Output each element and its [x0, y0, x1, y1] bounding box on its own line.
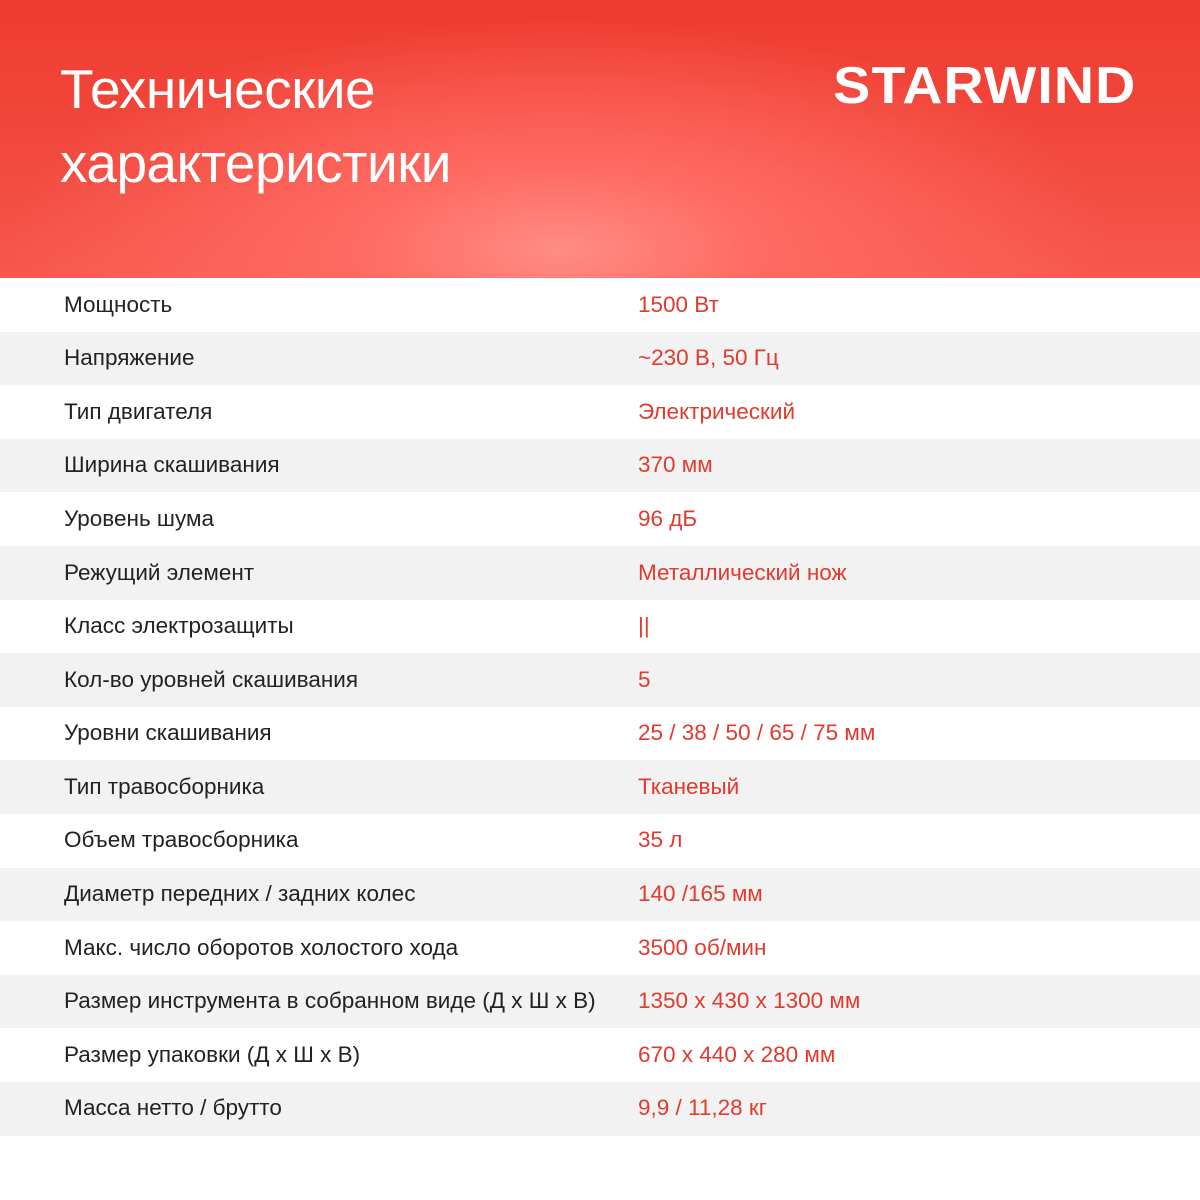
spec-value: 1350 х 430 х 1300 мм [638, 988, 861, 1014]
spec-row [0, 1082, 1200, 1136]
spec-label: Тип травосборника [64, 773, 265, 799]
spec-label: Уровни скашивания [64, 720, 272, 746]
spec-row [0, 653, 1200, 707]
spec-value: Электрический [638, 398, 796, 424]
spec-value: || [638, 613, 650, 639]
spec-row [0, 975, 1200, 1029]
page-title [60, 52, 700, 200]
spec-label: Размер упаковки (Д х Ш х В) [64, 1041, 361, 1067]
spec-row [0, 868, 1200, 922]
spec-label: Кол-во уровней скашивания [64, 666, 359, 692]
spec-value: 670 х 440 х 280 мм [638, 1041, 836, 1067]
spec-row [0, 546, 1200, 600]
spec-row [0, 439, 1200, 493]
spec-label: Класс электрозащиты [64, 613, 294, 639]
spec-row [0, 600, 1200, 654]
spec-row [0, 332, 1200, 386]
spec-label: Уровень шума [64, 505, 214, 531]
spec-label: Размер инструмента в собранном виде (Д х Ш х В) [64, 988, 596, 1014]
spec-value: 25 / 38 / 50 / 65 / 75 мм [638, 720, 876, 746]
spec-value: 96 дБ [638, 505, 698, 531]
spec-value: 9,9 / 11,28 кг [638, 1095, 767, 1121]
spec-label: Напряжение [64, 345, 195, 371]
spec-label: Мощность [64, 291, 173, 317]
spec-value: 140 /165 мм [638, 881, 763, 907]
header-banner [0, 0, 1200, 280]
spec-row [0, 707, 1200, 761]
spec-value: 1500 Вт [638, 291, 719, 317]
spec-row [0, 278, 1200, 332]
spec-value: Металлический нож [638, 559, 847, 585]
spec-row [0, 814, 1200, 868]
spec-row [0, 385, 1200, 439]
spec-label: Ширина скашивания [64, 452, 280, 478]
spec-value: Тканевый [638, 773, 740, 799]
spec-label: Тип двигателя [64, 398, 213, 424]
spec-row [0, 760, 1200, 814]
spec-value: 35 л [638, 827, 683, 853]
brand-logo: STARWIND [832, 57, 1136, 115]
spec-value: ~230 В, 50 Гц [638, 345, 779, 371]
specs-table [0, 278, 1200, 1136]
spec-value: 370 мм [638, 452, 713, 478]
spec-row [0, 1028, 1200, 1082]
page-title-line-2: характеристики [60, 132, 451, 194]
page-title-line-1: Технические [60, 58, 376, 120]
spec-label: Диаметр передних / задних колес [64, 881, 416, 907]
spec-value: 5 [638, 666, 651, 692]
spec-label: Режущий элемент [64, 559, 255, 585]
spec-label: Масса нетто / брутто [64, 1095, 282, 1121]
spec-label: Объем травосборника [64, 827, 299, 853]
spec-label: Макс. число оборотов холостого хода [64, 934, 459, 960]
spec-row [0, 492, 1200, 546]
spec-value: 3500 об/мин [638, 934, 767, 960]
spec-row [0, 921, 1200, 975]
